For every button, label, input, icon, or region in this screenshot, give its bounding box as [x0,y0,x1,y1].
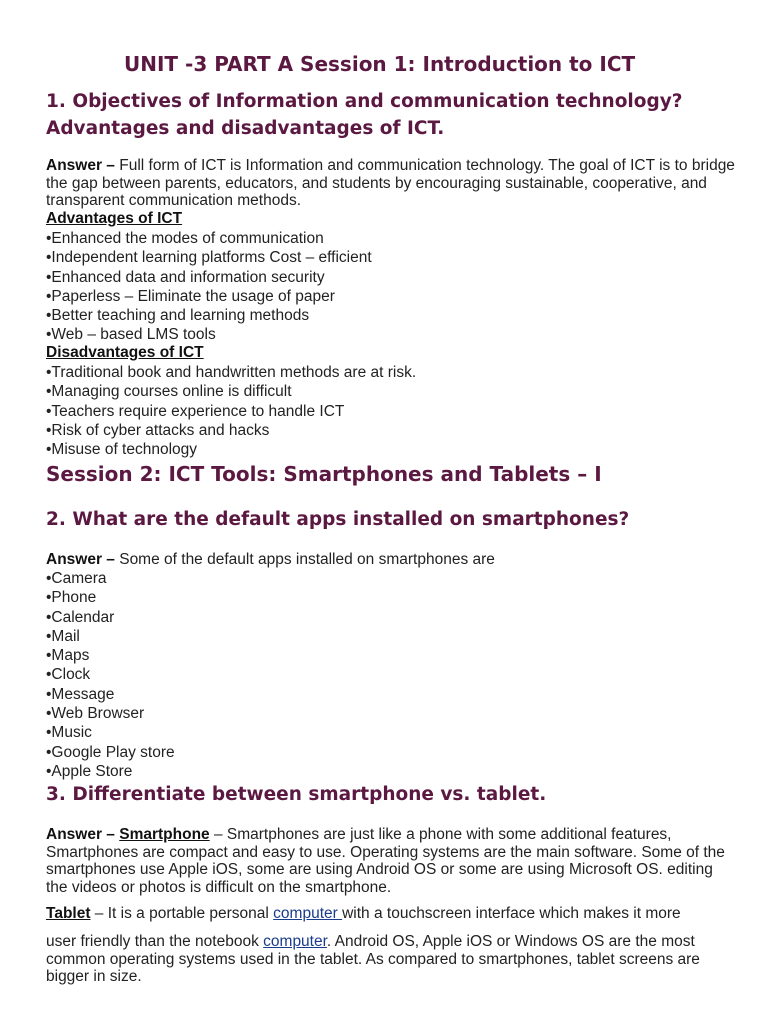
smartphone-label: Smartphone [119,826,210,843]
list-item: •Independent learning platforms Cost – efficient [46,249,372,267]
answer-2-text: Some of the default apps installed on smartphones are [114,551,495,568]
list-item: •Teachers require experience to handle ICT [46,402,345,420]
computer-link[interactable]: computer [273,905,343,922]
answer-2-paragraph [46,551,736,569]
list-item: •Web Browser [46,705,145,723]
tablet-text: user friendly than the notebook [46,933,264,950]
list-item: •Web – based LMS tools [46,326,216,344]
default-apps-list [46,569,175,781]
list-item: •Apple Store [46,762,133,780]
list-item: •Mail [46,627,80,645]
answer-label: Answer – [46,157,115,174]
question-2-heading: 2. What are the default apps installed on smartphones? [46,509,630,530]
tablet-label: Tablet [46,905,91,922]
list-item: •Managing courses online is difficult [46,383,292,401]
answer-label: Answer – [46,551,115,568]
tablet-paragraph-line-1 [46,905,736,923]
tablet-text: with a touchscreen interface which makes it more [342,905,681,922]
smartphone-text: – Smartphones are just like a phone with some additional features, Smartphones are compact and easy to use. Operating systems are the main software. Some of the smartphones use Apple iOS, some are using Android OS or some are using Microsoft OS. editing the videos or photos is difficult on the smartphone. [46,826,725,896]
list-item: •Music [46,724,92,742]
question-3-heading: 3. Differentiate between smartphone vs. tablet. [46,784,547,805]
list-item: •Message [46,685,115,703]
list-item: •Maps [46,647,90,665]
list-item: •Misuse of technology [46,441,198,459]
list-item: •Risk of cyber attacks and hacks [46,421,270,439]
smartphone-paragraph [46,826,736,896]
tablet-text: . Android OS, Apple iOS or Windows OS are the most common operating systems used in the tablet. As compared to smartphones, tablet screens are bigger in size. [46,933,700,985]
list-item: •Traditional book and handwritten methods are at risk. [46,364,417,381]
page-title: UNIT -3 PART A Session 1: Introduction to ICT [124,52,636,76]
tablet-paragraph-line-2 [46,933,736,986]
list-item: •Paperless – Eliminate the usage of paper [46,287,335,305]
list-item: •Phone [46,589,97,607]
list-item: •Calendar [46,608,115,626]
tablet-text: – It is a portable personal [90,905,274,922]
list-item: •Google Play store [46,743,175,761]
answer-label: Answer – [46,826,115,843]
advantages-subheading: Advantages of ICT [46,210,183,227]
list-item: •Enhanced data and information security [46,268,325,286]
session-2-heading: Session 2: ICT Tools: Smartphones and Tablets – I [46,462,602,486]
computer-link[interactable]: computer [263,933,327,950]
list-item: •Clock [46,666,91,684]
list-item: •Camera [46,570,107,587]
list-item: •Better teaching and learning methods [46,307,310,325]
disadvantages-list [46,363,416,459]
list-item: •Enhanced the modes of communication [46,230,324,247]
question-1-heading: 1. Objectives of Information and communication technology? Advantages and disadvantages of ICT. [46,91,683,139]
answer-1-text: Full form of ICT is Information and communication technology. The goal of ICT is to bridge the gap between parents, educators, and students by encouraging sustainable, cooperative, and transparent communication methods. [46,157,735,209]
answer-1-paragraph [46,157,736,210]
advantages-list [46,229,372,345]
disadvantages-subheading: Disadvantages of ICT [46,344,204,361]
